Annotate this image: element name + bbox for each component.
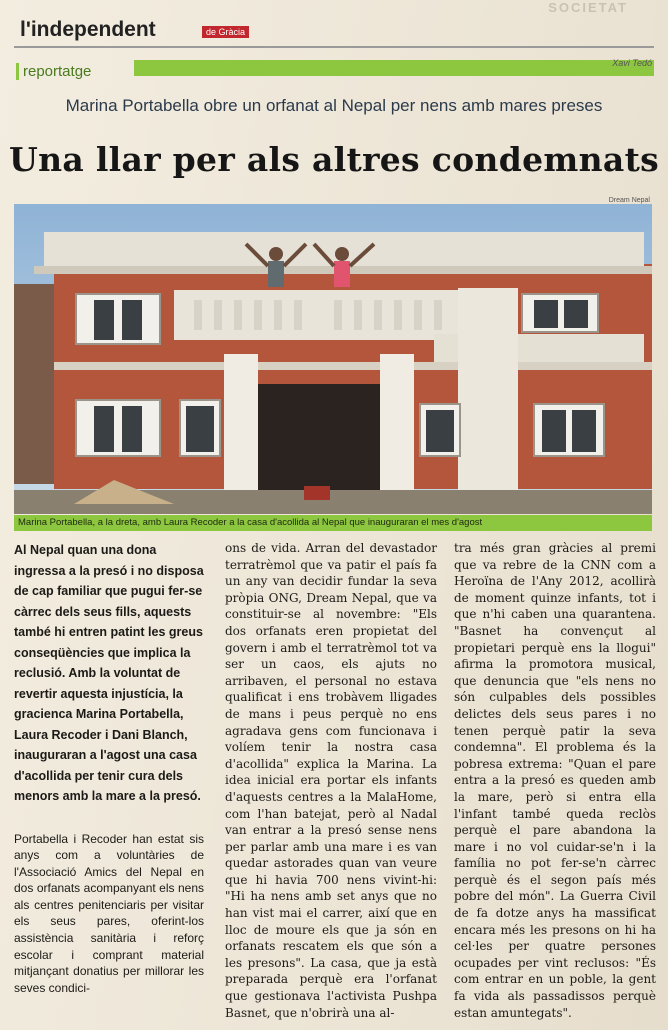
photo-credit: Dream Nepal xyxy=(608,197,650,204)
article-subhead: Marina Portabella obre un orfanat al Nepal per nens amb mares preses xyxy=(65,96,603,115)
masthead xyxy=(14,18,654,48)
article-photo xyxy=(14,204,652,514)
article-column-2 xyxy=(225,540,437,1021)
bleed-through-section-text: SOCIETAT xyxy=(548,0,628,15)
byline: Xavi Tedó xyxy=(612,58,652,68)
brand-logo: l'independent xyxy=(20,18,156,41)
section-label: reportatge xyxy=(16,63,99,80)
brand-sub-badge: de Gràcia xyxy=(202,26,249,38)
section-green-rule xyxy=(134,60,654,76)
house-illustration xyxy=(14,204,652,514)
article-column-3 xyxy=(454,540,656,1021)
article-lead: Al Nepal quan una dona ingressa a la presó i no disposa de cap familiar que pugui fer-se càrrec dels seus fills, aquests també hi entren patint les greus conseqüències que implica la reclusió. Amb la voluntat de revertir aquesta injustícia, la gracienca Marina Portabella, Laura Recoder i Dani Blanch, inauguraran a l'agost una casa d'acollida per tenir cura dels menors amb la mare a la presó. xyxy=(14,543,204,803)
photo-caption: Marina Portabella, a la dreta, amb Laura Recoder a la casa d'acollida al Nepal que inauguraran el mes d'agost xyxy=(14,515,652,531)
section-bar xyxy=(16,60,656,82)
article-column-1 xyxy=(14,540,204,996)
article-body-col2: ons de vida. Arran del devastador terratrèmol que va patir el país fa un any van decidir fundar la seva pròpia ONG, Dream Nepal, que va constituir-se al novembre: "Els dos orfanats eren propietat del govern i amb el terratrèmol tot va ser un caos, els ajuts no arribaven, el personal no estava qualificat i ens trobàvem lligades de mans i peus perquè no ens agradava gens com funcionava i volíem tenir la nostra casa d'acollida" explica la Marina. La idea inicial era portar els infants d'aquests centres a la MalaHome, com l'han batejat, però al Nadal van entrar a la presó sense nens per parlar amb una mare i es van quedar astorades quan van veure que hi havia 700 nens vivint-hi: "Hi ha nens amb set anys que no han vist mai el carrer, així que en lloc de moure els que ja són en orfanats rescatem els que són a les presons". La casa, que ja està preparada perquè era l'orfanat que gestionava l'activista Pushpa Basnet, que n'obrirà una al- xyxy=(225,541,437,1020)
article-headline: Una llar per als altres condemnats xyxy=(9,140,659,179)
article-body-col1: Portabella i Recoder han estat sis anys com a voluntàries de l'Associació Amics del Nepal en dos orfanats acompanyant els nens als centres penitenciaris per visitar els seus pares, oferint-los assistència sanitària i reforç escolar i comprant material mitjançant donatius per millorar les seves condici- xyxy=(14,831,204,995)
article-body-col3: tra més gran gràcies al premi que va rebre de la CNN com a Heroïna de l'Any 2012, acollirà de moment quinze infants, tot i que n'hi caben una quarantena. "Basnet ha convençut al propietari perquè ens la llogui" afirma la promotora musical, que denuncia que "els nens no són culpables dels possibles delictes dels seus pares i no tenen perquè patir la seva condemna". El problema és la pobresa extrema: "Quan el pare entra a la presó es queden amb la mare, però si entra ella l'infant també queda reclòs perquè el pare abandona la mare i no vol cuidar-se'n i la família no pot fer-se'n càrrec perquè és el segon país més pobre del món". La Guerra Civil de fa dotze anys ha massificat encara més les presons on hi ha cel·les per quatre persones ocupades per vint reclusos: "És com entrar en un poble, la gent fa vida als passadissos perquè estan amuntegats". xyxy=(454,541,656,1020)
